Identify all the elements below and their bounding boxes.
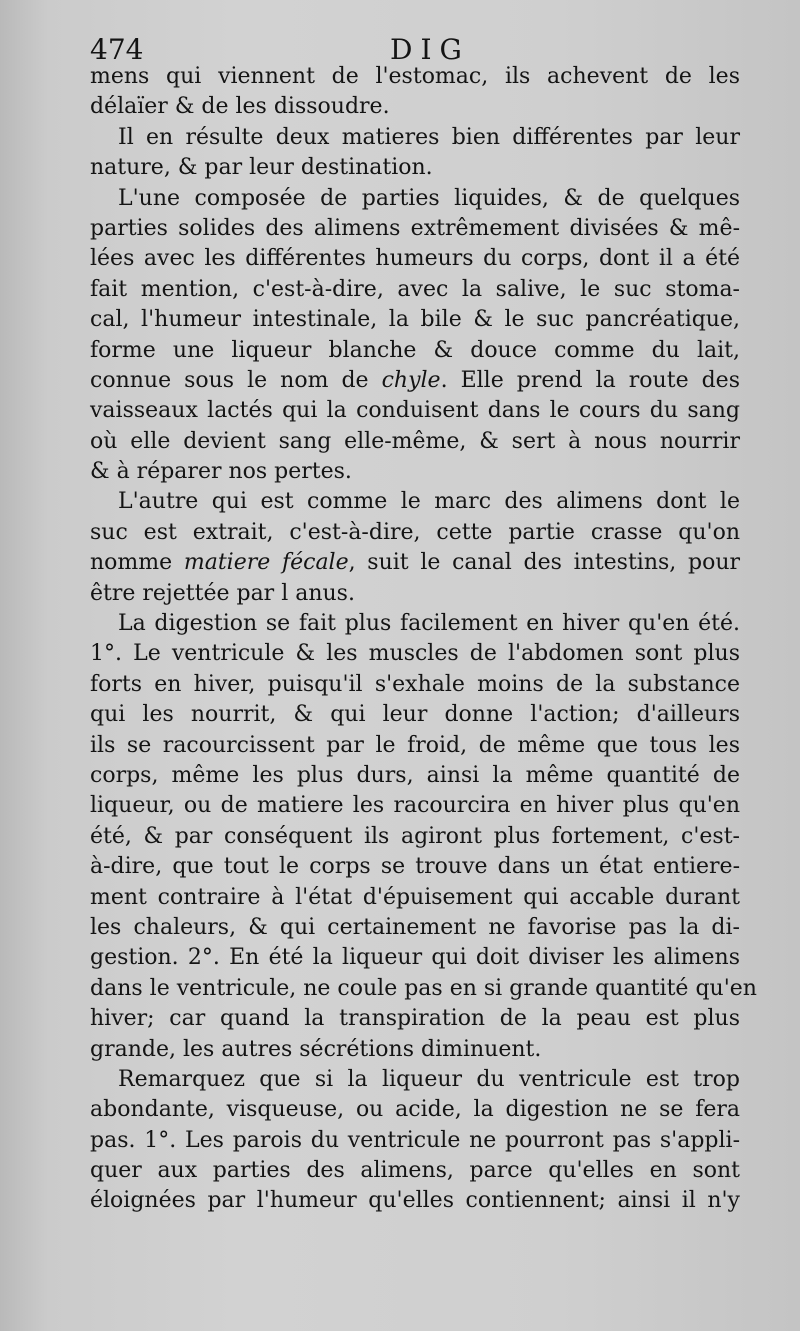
text-line: L'une composée de parties liquides, & de quelques	[118, 185, 740, 211]
text-line: corps, même les plus durs, ainsi la même quantité de	[90, 762, 740, 788]
text-line: abondante, visqueuse, ou acide, la digestion ne se fera	[90, 1097, 740, 1123]
text-line: vaisseaux lactés qui la conduisent dans le cours du sang	[90, 398, 740, 424]
text-line: connue sous le nom de chyle. Elle prend la route des	[90, 367, 740, 393]
text-line: ment contraire à l'état d'épuisement qui accable durant	[90, 884, 740, 910]
text-line: 1°. Le ventricule & les muscles de l'abdomen sont plus	[90, 641, 740, 667]
text-line: forme une liqueur blanche & douce comme du lait,	[90, 337, 740, 363]
text-line: nomme matiere fécale, suit le canal des intestins, pour	[90, 550, 741, 576]
text-line: pas. 1°. Les parois du ventricule ne pourront pas s'appli-	[90, 1127, 740, 1153]
text-line: liqueur, ou de matiere les racourcira en hiver plus qu'en	[90, 793, 740, 819]
text-line: à-dire, que tout le corps se trouve dans un état entiere-	[90, 854, 740, 880]
text-line: forts en hiver, puisqu'il s'exhale moins de la substance	[90, 671, 740, 697]
body-text	[90, 62, 757, 1217]
text-line: La digestion se fait plus facilement en hiver qu'en été.	[118, 611, 740, 637]
text-line: qui les nourrit, & qui leur donne l'action; d'ailleurs	[90, 702, 740, 728]
text-line: gestion. 2°. En été la liqueur qui doit diviser les alimens	[90, 945, 740, 971]
text-line: grande, les autres sécrétions diminuent.	[90, 1036, 542, 1062]
text-line: ils se racourcissent par le froid, de même que tous les	[90, 732, 740, 758]
text-line: Remarquez que si la liqueur du ventricule est trop	[118, 1066, 740, 1092]
text-line: parties solides des alimens extrêmement divisées & mê-	[90, 215, 740, 241]
running-head: DIG	[390, 33, 470, 66]
page-number: 474	[90, 33, 144, 66]
text-line: dans le ventricule, ne coule pas en si grande quantité qu'en	[90, 975, 757, 1001]
text-line: fait mention, c'est-à-dire, avec la salive, le suc stoma-	[90, 276, 740, 302]
text-line: L'autre qui est comme le marc des alimens dont le	[118, 489, 740, 515]
text-line: mens qui viennent de l'estomac, ils achevent de les	[90, 64, 740, 89]
text-line: hiver; car quand la transpiration de la peau est plus	[90, 1006, 740, 1032]
text-line: les chaleurs, & qui certainement ne favorise pas la di-	[90, 914, 740, 940]
italic-term: chyle	[381, 367, 441, 393]
italic-term: matiere fécale	[183, 550, 349, 576]
text-line: Il en résulte deux matieres bien différentes par leur	[118, 124, 740, 150]
text-line: & à réparer nos pertes.	[90, 459, 352, 485]
text-line: suc est extrait, c'est-à-dire, cette partie crasse qu'on	[90, 519, 740, 545]
text-line: quer aux parties des alimens, parce qu'elles en sont	[90, 1158, 740, 1184]
text-line: été, & par conséquent ils agiront plus fortement, c'est-	[90, 823, 740, 849]
text-line: lées avec les différentes humeurs du corps, dont il a été	[90, 246, 740, 272]
text-line: délaïer & de les dissoudre.	[90, 94, 390, 120]
text-line: éloignées par l'humeur qu'elles contiennent; ainsi il n'y	[90, 1188, 740, 1214]
text-line: être rejettée par l anus.	[90, 580, 355, 606]
text-line: nature, & par leur destination.	[90, 155, 433, 181]
text-line: où elle devient sang elle-même, & sert à nous nourrir	[90, 428, 740, 454]
text-line: cal, l'humeur intestinale, la bile & le suc pancréatique,	[90, 307, 740, 333]
